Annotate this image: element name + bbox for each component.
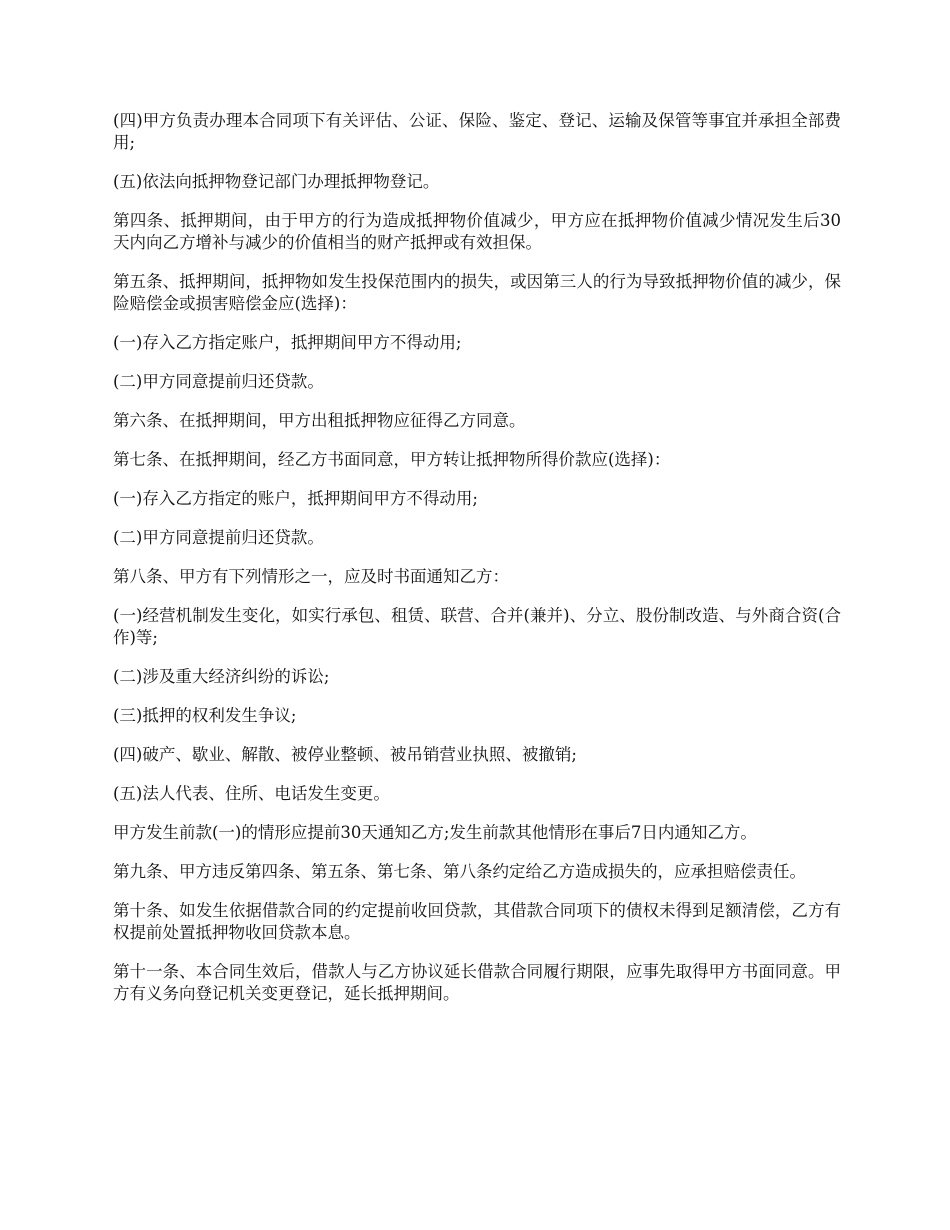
clause-paragraph: (五)依法向抵押物登记部门办理抵押物登记。: [113, 172, 440, 191]
clause-paragraph: 第十条、如发生依据借款合同的约定提前收回贷款，其借款合同项下的债权未得到足额清偿，乙方有权提前处置抵押物收回贷款本息。: [113, 901, 841, 942]
clause-paragraph: 第十一条、本合同生效后，借款人与乙方协议延长借款合同履行期限，应事先取得甲方书面同意。甲方有义务向登记机关变更登记，延长抵押期间。: [113, 962, 841, 1003]
clause-paragraph: (五)法人代表、住所、电话发生变更。: [113, 784, 390, 803]
clause-paragraph: 第六条、在抵押期间，甲方出租抵押物应征得乙方同意。: [113, 411, 526, 430]
clause-paragraph: 第四条、抵押期间，由于甲方的行为造成抵押物价值减少，甲方应在抵押物价值减少情况发生后30天内向乙方增补与减少的价值相当的财产抵押或有效担保。: [113, 211, 841, 252]
clause-paragraph: (一)存入乙方指定账户，抵押期间甲方不得动用;: [113, 333, 462, 352]
clause-paragraph: 第七条、在抵押期间，经乙方书面同意，甲方转让抵押物所得价款应(选择)：: [113, 450, 671, 469]
clause-paragraph: (一)存入乙方指定的账户，抵押期间甲方不得动用;: [113, 489, 478, 508]
clause-paragraph: (四)甲方负责办理本合同项下有关评估、公证、保险、鉴定、登记、运输及保管等事宜并承担全部费用;: [113, 111, 841, 152]
clause-paragraph: (四)破产、歇业、解散、被停业整顿、被吊销营业执照、被撤销;: [113, 745, 577, 764]
clause-paragraph: (二)甲方同意提前归还贷款。: [113, 372, 324, 391]
clause-paragraph: 第八条、甲方有下列情形之一，应及时书面通知乙方：: [113, 567, 509, 586]
clause-paragraph: (三)抵押的权利发生争议;: [113, 706, 297, 725]
clause-paragraph: (一)经营机制发生变化，如实行承包、租赁、联营、合并(兼并)、分立、股份制改造、与外商合资(合作)等;: [113, 606, 841, 647]
clause-paragraph: 甲方发生前款(一)的情形应提前30天通知乙方;发生前款其他情形在事后7日内通知乙方。: [113, 823, 757, 842]
clause-paragraph: (二)甲方同意提前归还贷款。: [113, 528, 324, 547]
clause-paragraph: 第五条、抵押期间，抵押物如发生投保范围内的损失，或因第三人的行为导致抵押物价值的减少，保险赔偿金或损害赔偿金应(选择)：: [113, 272, 841, 313]
clause-paragraph: 第九条、甲方违反第四条、第五条、第七条、第八条约定给乙方造成损失的，应承担赔偿责任。: [113, 862, 806, 881]
document-body: [113, 110, 841, 1022]
clause-paragraph: (二)涉及重大经济纠纷的诉讼;: [113, 667, 330, 686]
